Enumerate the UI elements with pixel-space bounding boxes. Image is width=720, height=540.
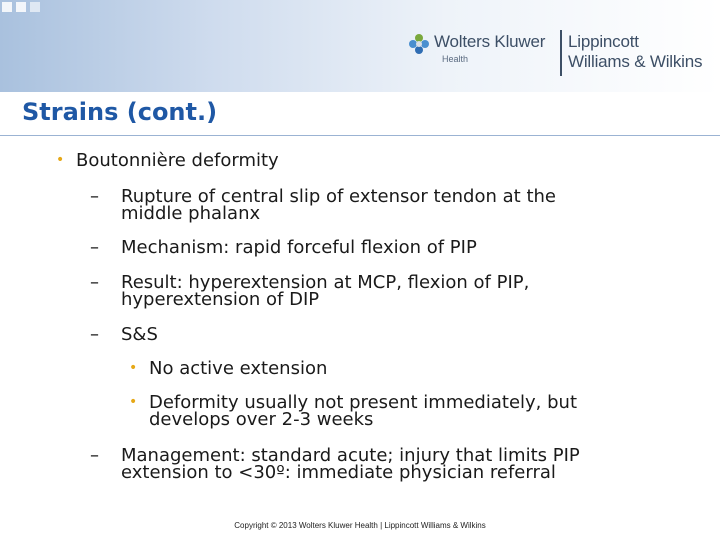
brand-subline: Health <box>442 54 469 64</box>
bullet-text: Boutonnière deformity <box>76 150 279 171</box>
bullet-text: S&S <box>121 324 158 345</box>
bullet-dash-icon: – <box>90 445 99 466</box>
slide-title: Strains (cont.) <box>22 98 218 126</box>
bullet-level2 <box>90 272 601 310</box>
copyright-footer: Copyright © 2013 Wolters Kluwer Health | Lippincott Williams & Wilkins <box>234 521 486 530</box>
bullet-text: Deformity usually not present immediately, but develops over 2-3 weeks <box>149 392 578 430</box>
logo-divider <box>560 30 562 76</box>
bullet-level3 <box>129 358 649 379</box>
bullet-dot-icon: • <box>129 360 138 376</box>
bullet-text: Management: standard acute; injury that limits PIP extension to <30º: immediate physician referral <box>121 445 580 483</box>
brand-name: Wolters Kluwer <box>434 32 546 51</box>
bullet-level2 <box>90 186 621 224</box>
bullet-dash-icon: – <box>90 237 99 258</box>
partner-name-line-1: Lippincott <box>568 32 639 51</box>
bullet-level3 <box>129 392 639 430</box>
bullet-text: Mechanism: rapid forceful flexion of PIP <box>121 237 477 258</box>
bullet-text: Result: hyperextension at MCP, flexion of PIP, hyperextension of DIP <box>121 272 530 310</box>
bullet-level2 <box>90 324 421 345</box>
title-divider <box>0 135 720 136</box>
bullet-level1 <box>56 150 676 171</box>
bullet-dot-icon: • <box>129 394 138 410</box>
wolters-kluwer-logo-icon <box>408 33 430 55</box>
bullet-dash-icon: – <box>90 186 99 207</box>
bullet-level2 <box>90 445 651 483</box>
bullet-dash-icon: – <box>90 272 99 293</box>
bullet-level2 <box>90 237 681 258</box>
partner-name-line-2: Williams & Wilkins <box>568 52 703 71</box>
bullet-dash-icon: – <box>90 324 99 345</box>
publisher-logo <box>408 30 716 78</box>
bullet-text: Rupture of central slip of extensor tendon at the middle phalanx <box>121 186 556 224</box>
header-band <box>0 0 720 92</box>
bullet-text: No active extension <box>149 358 328 379</box>
bullet-dot-icon: • <box>56 152 65 168</box>
decorative-squares <box>0 0 60 20</box>
